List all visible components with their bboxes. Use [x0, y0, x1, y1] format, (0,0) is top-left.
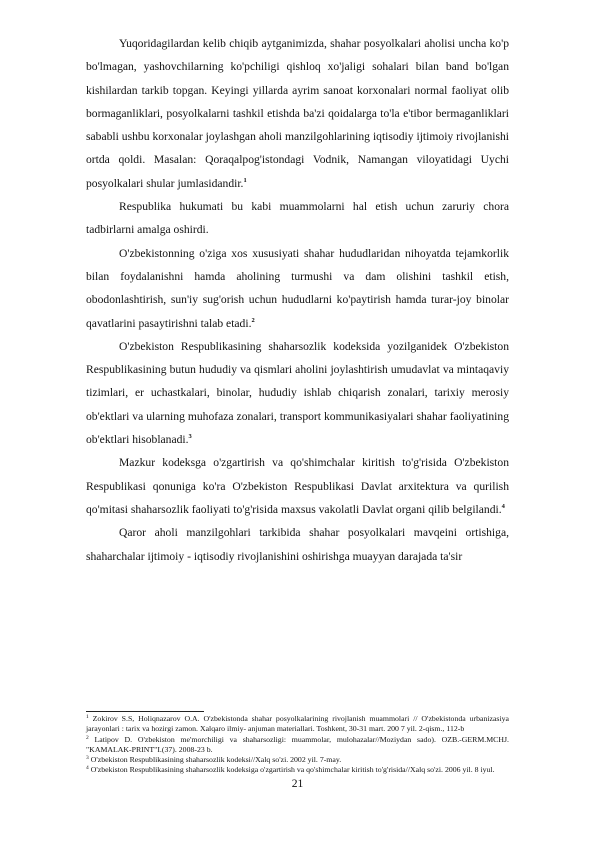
footnote-1: $^1$ Zokirov S.S, Holiqnazarov O.A. O'zbekistonda shahar posyolkalarining rivojlanish muammolari // O'zbekistonda urbanizasiya jarayonlari : tarix va hozirgi zamon. Xalqaro ilmiy- anjuman materiallari. Toshkent, 30-31 mart. 200 7 yil. 2-qism., 112-b — [86, 714, 509, 734]
paragraph-1: Yuqoridagilardan kelib chiqib aytganimizda, shahar posyolkalari aholisi uncha ko'p bo'lmagan, yashovchilarning ko'pchiligi qishloq xo'jaligi sohalari bilan band bo'lgan kishilardan tarkib topgan. Keyingi yillarda ayrim sanoat korxonalari normal faoliyat olib bormaganliklari, posyolkalarni tashkil etishda ba'zi qoidalarga to'la e'tibor bermaganliklari sababli ushbu korxonalar joylashgan aholi manzilgohlarining iqtisodiy ijtimoiy rivojlanishi ortda qoldi. Masalan: Qoraqalpog'istondagi Vodnik, Namangan viloyatidagi Uychi posyolkalari shular jumlasidandir.$^1$ — [86, 37, 509, 190]
page-number: 21 — [291, 777, 304, 790]
footnote-ref-2: 2 — [251, 316, 255, 324]
paragraph-6: Qaror aholi manzilgohlari tarkibida shahar posyolkalari mavqeini ortishiga, shaharchalar ijtimoiy - iqtisodiy rivojlanishini oshirishga muayyan darajada ta'sir — [86, 526, 509, 563]
footnote-ref-4: 4 — [501, 502, 505, 510]
footnote-4: $^4$ O'zbekiston Respublikasining shaharsozlik kodeksiga o'zgartirish va qo'shimchalar kiritish to'g'risida//Xalq so'zi. 2006 yil. 8 iyul. — [86, 765, 495, 775]
paragraph-3: O'zbekistonning o'ziga xos xususiyati shahar hududlaridan nihoyatda tejamkorlik bilan foydalanishni hamda aholining turmushi va dam olishini tashkil etish, obodonlashtirish, sun'iy sug'orish uchun hududlarni ko'paytirish hamda turar-joy binolar qavatlarini pasaytirishni talab etadi.$^2$ — [86, 246, 509, 330]
footnote-divider — [86, 711, 204, 712]
body-text — [86, 32, 509, 568]
footnote-2: $^2$ Latipov D. O'zbekiston me'morchiligi va shaharsozligi: muammolar, mulohazalar//Moziydan sado). OZB.-GERM.MCHJ. "KAMALAK-PRINT"I.(37). 2008-23 b. — [86, 734, 510, 754]
footnote-ref-3: 3 — [188, 433, 192, 441]
footnote-3: $^3$ O'zbekiston Respublikasining shaharsozlik kodeksi//Xalq so'zi. 2002 yil. 7-may. — [86, 755, 342, 765]
footnotes — [86, 714, 509, 776]
paragraph-4: O'zbekiston Respublikasining shaharsozlik kodeksida yozilganidek O'zbekiston Respublikasining butun hududiy va qismlari aholini joylashtirish umudavlat va mintaqaviy tizimlari, er uchastkalari, binolar, hududiy ishlab chiqarish zonalari, tarixiy merosiy ob'ektlari va ularning muhofaza zonalari, transport kommunikasiyalari shahar faoliyatining ob'ektlari hisoblanadi.$^3$ — [86, 339, 509, 447]
footnote-ref-1: 1 — [243, 176, 247, 184]
paragraph-2: Respublika hukumati bu kabi muammolarni hal etish uchun zaruriy chora tadbirlarni amalga oshirdi. — [86, 200, 509, 237]
paragraph-5: Mazkur kodeksga o'zgartirish va qo'shimchalar kiritish to'g'risida O'zbekiston Respublikasi qonuniga ko'ra O'zbekiston Respublikasi Davlat arxitektura va qurilish qo'mitasi shaharsozlik faoliyati to'g'risida maxsus vakolatli Davlat organi qilib belgilandi.$^4$ — [86, 456, 509, 516]
